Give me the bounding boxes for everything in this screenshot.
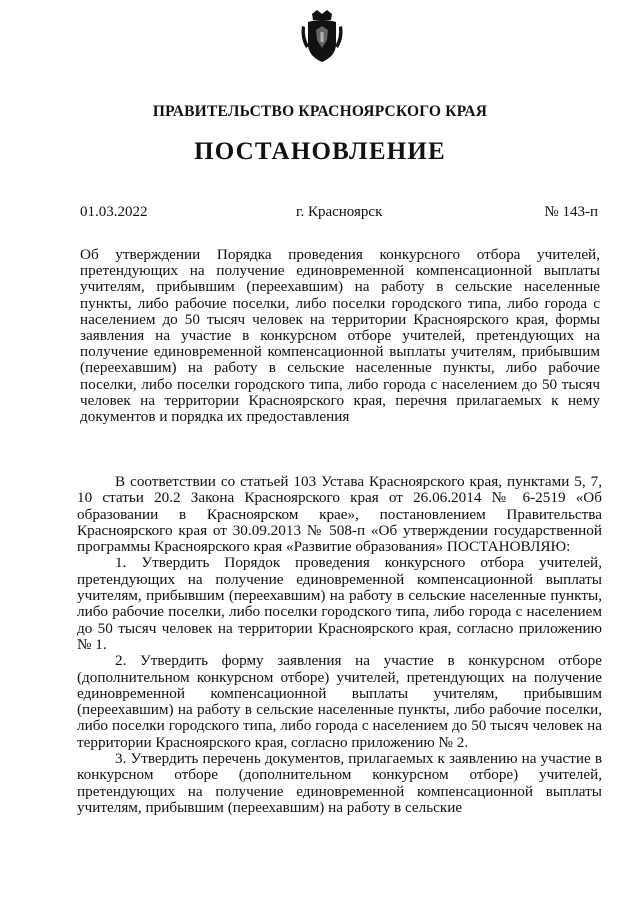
document-city: г. Красноярск — [296, 204, 383, 220]
document-subject: Об утверждении Порядка проведения конкурсного отбора учителей, претендующих на получение единовременной компенсационной выплаты учителям, прибывшим (переехавшим) на работу в сельские населенные пункты, либо рабочие поселки, либо поселки городского типа, либо города с населением до 50 тысяч человек на территории Красноярского края, формы заявления на участие в конкурсном отборе учителей, претендующих на получение единовременной компенсационной выплаты учителям, прибывшим (переехавшим) на работу в сельские населенные пункты, либо рабочие поселки, либо поселки городского типа, либо города с населением до 50 тысяч человек на территории Красноярского края, перечня прилагаемых к нему документов и порядка их предоставления — [80, 246, 600, 426]
preamble-paragraph: В соответствии со статьей 103 Устава Красноярского края, пунктами 5, 7, 10 статьи 20.2 Закона Красноярского края от 26.06.2014 № 6-2519 «Об образовании в Красноярском крае», постановлением Правительства Красноярского края от 30.09.2013 № 508-п «Об утверждении государственной программы Красноярского края «Развитие образования» ПОСТАНОВЛЯЮ: — [77, 473, 602, 556]
document-body — [77, 474, 602, 816]
document-date: 01.03.2022 — [80, 204, 148, 220]
government-name: ПРАВИТЕЛЬСТВО КРАСНОЯРСКОГО КРАЯ — [152, 103, 488, 120]
item-2-paragraph: 2. Утвердить форму заявления на участие в конкурсном отборе (дополнительном конкурсном отборе) учителей, претендующих на получение единовременной компенсационной выплаты учителям, прибывшим (переехавшим) на работу в сельские населенные пункты, либо рабочие поселки, либо поселки городского типа, либо города с населением до 50 тысяч человек на территории Красноярского края, согласно приложению № 2. — [77, 652, 602, 751]
coat-of-arms-emblem — [300, 8, 344, 64]
item-3-paragraph: 3. Утвердить перечень документов, прилагаемых к заявлению на участие в конкурсном отборе (дополнительном конкурсном отборе) учителей, претендующих на получение единовременной компенсационной выплаты учителям, прибывшим (переехавшим) на работу в сельские — [77, 750, 602, 816]
document-title: ПОСТАНОВЛЕНИЕ — [194, 138, 446, 165]
document-number: № 143-п — [544, 204, 598, 220]
item-1-paragraph: 1. Утвердить Порядок проведения конкурсного отбора учителей, претендующих на получение единовременной компенсационной выплаты учителям, прибывшим (переехавшим) на работу в сельские населенные пункты, либо рабочие поселки, либо поселки городского типа, либо города с населением до 50 тысяч человек на территории Красноярского края, согласно приложению № 1. — [77, 554, 602, 653]
